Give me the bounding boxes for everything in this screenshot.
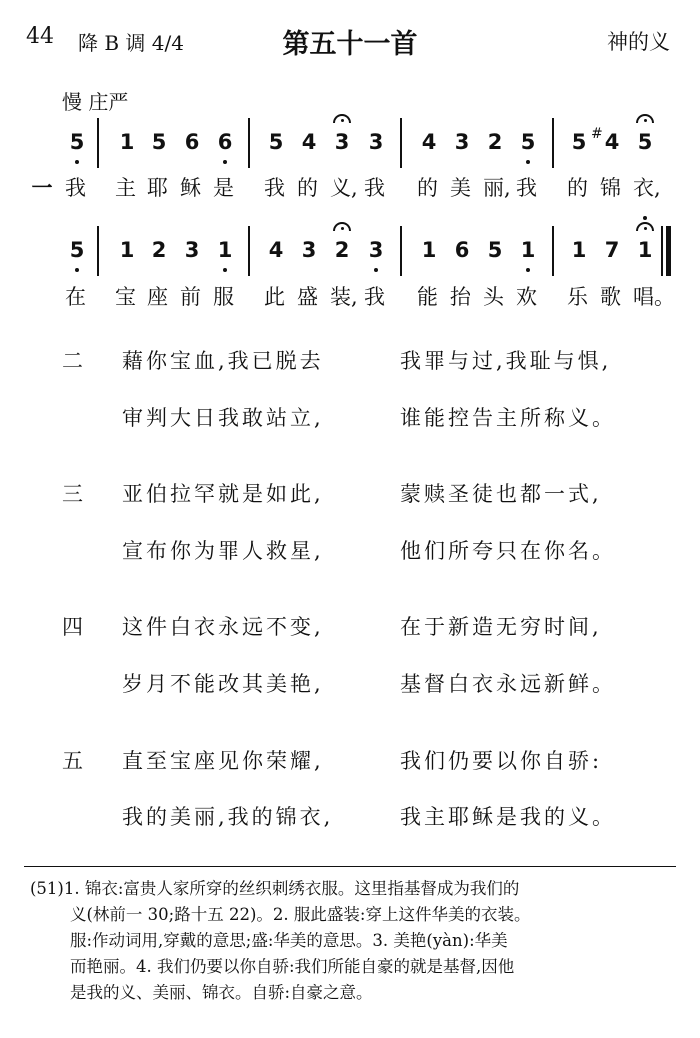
note: 5 bbox=[571, 130, 587, 154]
verse-line: 我主耶稣是我的义。 bbox=[400, 805, 616, 829]
note: 4 bbox=[421, 130, 437, 154]
barline bbox=[552, 118, 554, 168]
lyric-syllable: 此 bbox=[264, 285, 285, 309]
lyric-syllable: 的 bbox=[297, 176, 318, 200]
verse-number: 三 bbox=[62, 482, 83, 506]
note: 5 bbox=[268, 130, 284, 154]
note: 5 bbox=[517, 130, 539, 154]
verse-line: 藉你宝血,我已脱去 bbox=[122, 349, 324, 373]
footnote-divider bbox=[24, 866, 676, 867]
note: 1 bbox=[571, 238, 587, 262]
lyric-syllable: 宝 bbox=[115, 285, 136, 309]
lyric-syllable: 头 bbox=[483, 285, 504, 309]
barline bbox=[400, 226, 402, 276]
verse-line: 我罪与过,我耻与惧, bbox=[400, 349, 612, 373]
lyric-syllable: 服 bbox=[213, 285, 234, 309]
lyric-syllable: 盛 bbox=[297, 285, 318, 309]
section-title: 神的义 bbox=[607, 30, 670, 54]
lyric-syllable: 锦 bbox=[600, 176, 621, 200]
footnote-line: 服:作动词用,穿戴的意思;盛:华美的意思。3. 美艳(yàn):华美 bbox=[70, 931, 508, 950]
verse-line: 他们所夸只在你名。 bbox=[400, 539, 616, 563]
verse-number: 一 bbox=[31, 175, 53, 200]
barline bbox=[400, 118, 402, 168]
note: 1 bbox=[517, 238, 539, 262]
note: 6 bbox=[214, 130, 236, 154]
verse-line: 我们仍要以你自骄: bbox=[400, 749, 603, 773]
lyric-row-2 bbox=[0, 281, 700, 311]
note: 1 bbox=[119, 238, 135, 262]
barline bbox=[552, 226, 554, 276]
lyric-syllable: 前 bbox=[180, 285, 201, 309]
footnote-line: 而艳丽。4. 我们仍要以你自骄:我们所能自豪的就是基督,因他 bbox=[70, 957, 515, 976]
lyric-syllable: 美 bbox=[450, 176, 471, 200]
lyric-syllable: 的 bbox=[567, 176, 588, 200]
lyric-syllable: 我 bbox=[65, 176, 86, 200]
note: 2 bbox=[487, 130, 503, 154]
tempo-marking: 慢 庄严 bbox=[62, 90, 129, 114]
lyric-syllable: 装, bbox=[330, 285, 358, 309]
verse-line: 谁能控告主所称义。 bbox=[400, 406, 616, 430]
note: 5 bbox=[66, 238, 88, 262]
footnote-line: 是我的义、美丽、锦衣。自骄:自豪之意。 bbox=[70, 983, 373, 1002]
lyric-syllable: 衣, bbox=[633, 176, 661, 200]
lyric-syllable: 稣 bbox=[180, 176, 201, 200]
lyric-syllable: 义, bbox=[330, 176, 358, 200]
lyric-syllable: 在 bbox=[65, 285, 86, 309]
footnote-line: 义(林前一 30;路十五 22)。2. 服此盛装:穿上这件华美的衣装。 bbox=[70, 905, 531, 924]
verse-number: 二 bbox=[62, 349, 83, 373]
note: 7 bbox=[604, 238, 620, 262]
barline bbox=[97, 226, 99, 276]
footnote bbox=[30, 876, 680, 1006]
verse-number: 四 bbox=[62, 615, 83, 639]
verse-line: 宣布你为罪人救星, bbox=[122, 539, 324, 563]
note: 4 bbox=[268, 238, 284, 262]
barline bbox=[248, 118, 250, 168]
note: 2 bbox=[331, 238, 353, 262]
verse-line: 岁月不能改其美艳, bbox=[122, 672, 324, 696]
barline bbox=[248, 226, 250, 276]
lyric-syllable: 是 bbox=[213, 176, 234, 200]
note: 3 bbox=[331, 130, 353, 154]
fermata-icon bbox=[636, 114, 654, 123]
note: 4 # bbox=[591, 126, 620, 154]
note: 6 bbox=[454, 238, 470, 262]
lyric-syllable: 丽, bbox=[483, 176, 511, 200]
note: 3 bbox=[365, 238, 387, 262]
note: 3 bbox=[454, 130, 470, 154]
verse-line: 蒙赎圣徒也都一式, bbox=[400, 482, 602, 506]
lyric-syllable: 歌 bbox=[600, 285, 621, 309]
note: 1 bbox=[421, 238, 437, 262]
lyric-syllable: 能 bbox=[417, 285, 438, 309]
fermata-icon bbox=[333, 222, 351, 231]
lyric-syllable: 我 bbox=[516, 176, 537, 200]
lyric-syllable: 欢 bbox=[516, 285, 537, 309]
page-number: 44 bbox=[26, 24, 54, 49]
barline bbox=[661, 226, 663, 276]
lyric-syllable: 抬 bbox=[450, 285, 471, 309]
lyric-syllable: 主 bbox=[115, 176, 136, 200]
verse-number: 五 bbox=[62, 749, 83, 773]
barline bbox=[97, 118, 99, 168]
note: 1 bbox=[634, 238, 656, 262]
note: 4 bbox=[301, 130, 317, 154]
final-barline bbox=[666, 226, 671, 276]
footnote-line: (51)1. 锦衣:富贵人家所穿的丝织刺绣衣服。这里指基督成为我们的 bbox=[30, 879, 520, 898]
note: 5 bbox=[151, 130, 167, 154]
verse-line: 审判大日我敢站立, bbox=[122, 406, 324, 430]
note: 3 bbox=[184, 238, 200, 262]
verse-line: 基督白衣永远新鲜。 bbox=[400, 672, 616, 696]
fermata-icon bbox=[333, 114, 351, 123]
lyric-syllable: 我 bbox=[364, 176, 385, 200]
verse-line: 亚伯拉罕就是如此, bbox=[122, 482, 324, 506]
verse-line: 直至宝座见你荣耀, bbox=[122, 749, 324, 773]
lyric-syllable: 我 bbox=[364, 285, 385, 309]
note: 2 bbox=[151, 238, 167, 262]
lyric-syllable: 耶 bbox=[147, 176, 168, 200]
verse-line: 我的美丽,我的锦衣, bbox=[122, 805, 334, 829]
sharp-icon: # bbox=[591, 126, 603, 142]
lyric-syllable: 我 bbox=[264, 176, 285, 200]
note: 5 bbox=[487, 238, 503, 262]
note: 1 bbox=[214, 238, 236, 262]
note: 5 bbox=[66, 130, 88, 154]
verse-line: 这件白衣永远不变, bbox=[122, 615, 324, 639]
lyric-syllable: 的 bbox=[417, 176, 438, 200]
fermata-icon bbox=[636, 222, 654, 231]
note: 3 bbox=[368, 130, 384, 154]
note: 6 bbox=[184, 130, 200, 154]
lyric-syllable: 唱。 bbox=[633, 285, 675, 309]
lyric-syllable: 乐 bbox=[567, 285, 588, 309]
lyric-syllable: 座 bbox=[147, 285, 168, 309]
note: 1 bbox=[119, 130, 135, 154]
note: 3 bbox=[301, 238, 317, 262]
key-signature: 降 B 调 4/4 bbox=[78, 31, 184, 55]
lyric-row-1 bbox=[0, 172, 700, 202]
note: 5 bbox=[634, 130, 656, 154]
hymn-title: 第五十一首 bbox=[282, 29, 418, 60]
verse-line: 在于新造无穷时间, bbox=[400, 615, 602, 639]
